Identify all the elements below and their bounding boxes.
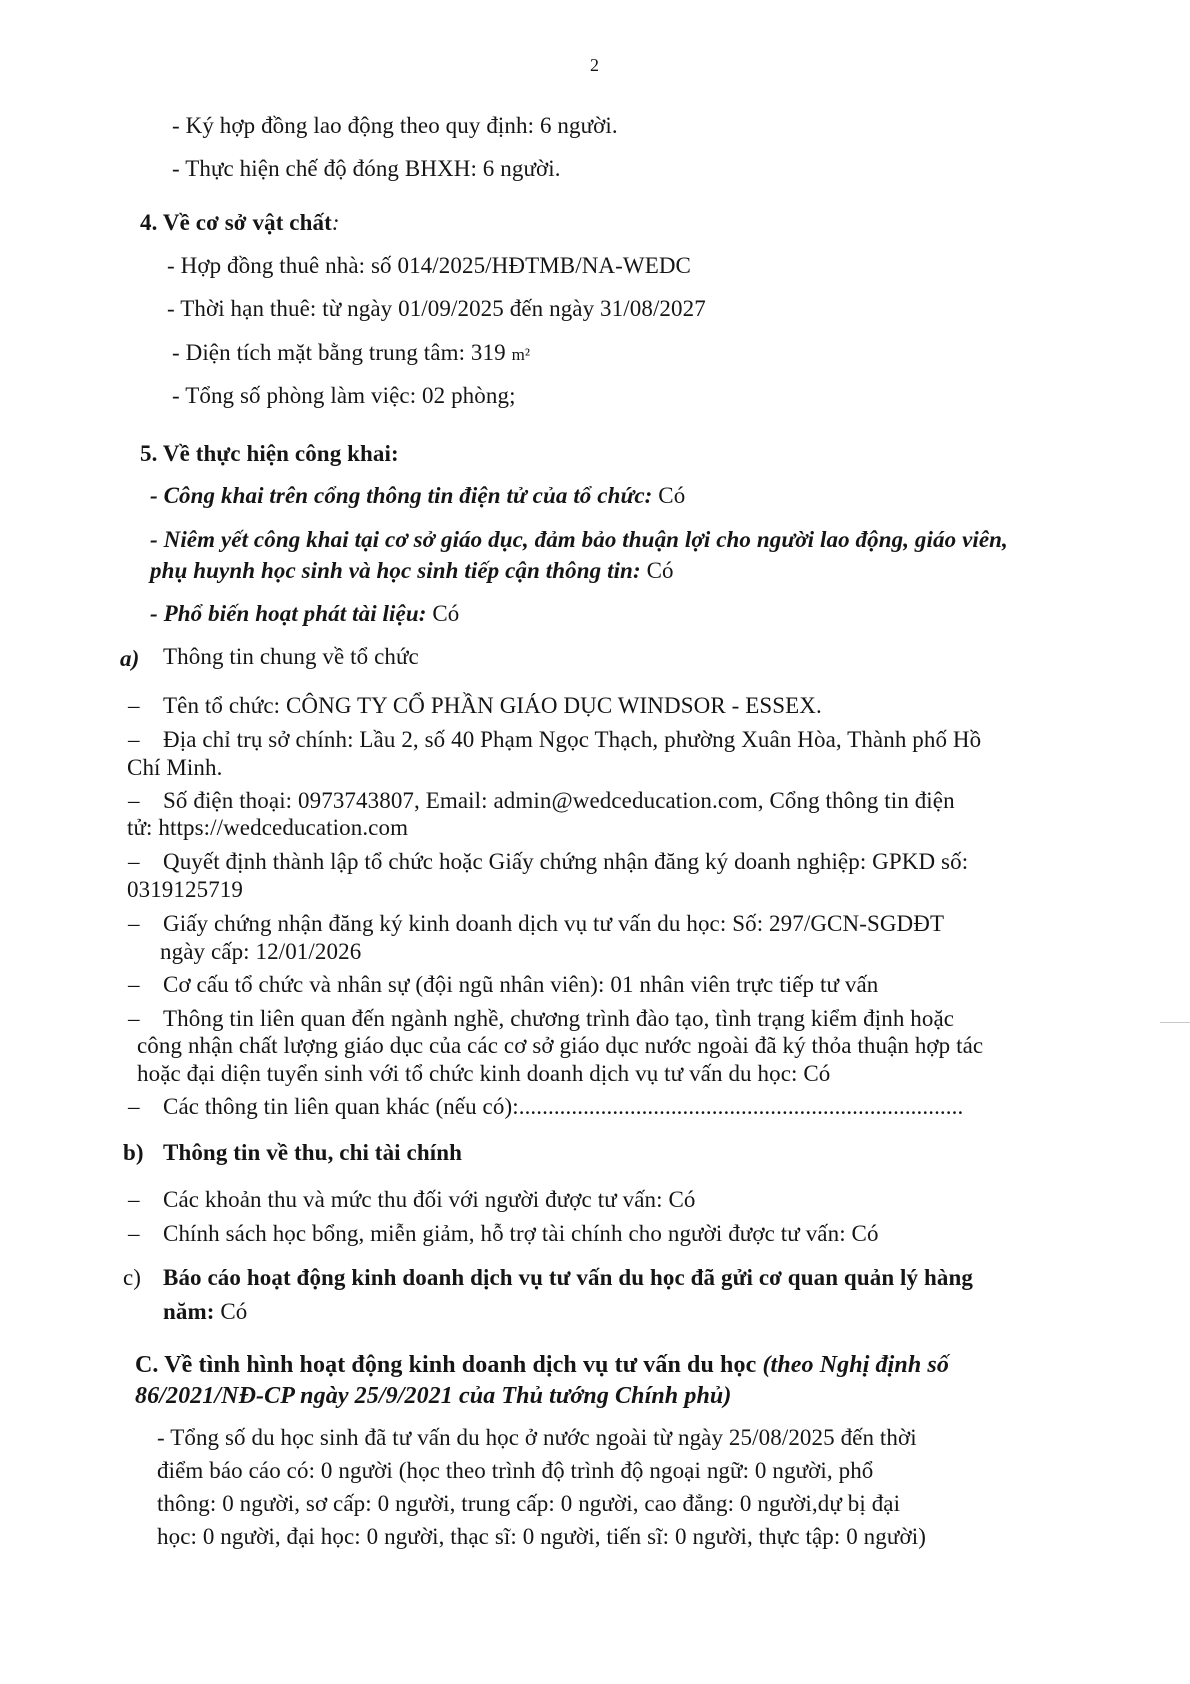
disclosure-posted-line-1: - Niêm yết công khai tại cơ sở giáo dục, đảm bảo thuận lợi cho người lao động, giáo viên, (150, 527, 1008, 552)
staff-insurance-line: - Thực hiện chế độ đóng BHXH: 6 người. (172, 156, 561, 181)
section-a-title: Thông tin chung về tổ chức (163, 644, 419, 669)
dash-name: – (128, 693, 140, 718)
dash-certificate: – (128, 911, 140, 936)
dash-decision: – (128, 849, 140, 874)
page-number: 2 (590, 55, 599, 75)
facilities-term-line: - Thời hạn thuê: từ ngày 01/09/2025 đến ngày 31/08/2027 (167, 296, 706, 321)
dash-info: – (128, 1006, 140, 1031)
section-a-marker: a) (120, 646, 140, 671)
dash-scholarship: – (128, 1221, 140, 1246)
staff-contract-line: - Ký hợp đồng lao động theo quy định: 6 người. (172, 113, 618, 138)
section-C-body-line-3: thông: 0 người, sơ cấp: 0 người, trung cấp: 0 người, cao đẳng: 0 người,dự bị đại (157, 1491, 901, 1516)
disclosure-posted-label: phụ huynh học sinh và học sinh tiếp cận thông tin: (150, 558, 641, 583)
facilities-heading (140, 209, 340, 237)
org-address-line-2: Chí Minh. (127, 755, 223, 780)
facilities-area-text: - Diện tích mặt bằng trung tâm: 319 (172, 340, 512, 365)
section-C-reference-2: 86/2021/NĐ-CP ngày 25/9/2021 của Thủ tướng Chính phủ) (135, 1383, 732, 1409)
dash-address: – (128, 727, 140, 752)
section-b-title: Thông tin về thu, chi tài chính (163, 1140, 462, 1165)
section-b-marker: b) (123, 1140, 144, 1165)
section-c-title-1: Báo cáo hoạt động kinh doanh dịch vụ tư vấn du học đã gửi cơ quan quản lý hàng (163, 1265, 973, 1290)
section-C-body-line-2: điểm báo cáo có: 0 người (học theo trình độ trình độ ngoại ngữ: 0 người, phổ (157, 1458, 874, 1483)
scholarship-line: Chính sách học bổng, miễn giảm, hỗ trợ tài chính cho người được tư vấn: Có (163, 1221, 879, 1246)
facilities-heading-colon: : (331, 210, 340, 235)
disclosure-docs-label: - Phổ biến hoạt phát tài liệu: (150, 601, 427, 626)
org-structure-line: Cơ cấu tổ chức và nhân sự (đội ngũ nhân viên): 01 nhân viên trực tiếp tư vấn (163, 972, 879, 997)
disclosure-docs-value: Có (426, 601, 460, 626)
org-contact-line-1: Số điện thoại: 0973743807, Email: admin@wedceducation.com, Cổng thông tin điện (163, 788, 955, 813)
disclosure-portal-label: - Công khai trên cổng thông tin điện tử của tổ chức: (150, 483, 653, 508)
facilities-area-unit: m² (511, 345, 531, 364)
org-contact-line-2: tử: https://wedceducation.com (127, 815, 409, 840)
facilities-heading-number: 4. (140, 210, 158, 235)
facilities-rooms-line: - Tổng số phòng làm việc: 02 phòng; (172, 383, 516, 408)
facilities-heading-text: Về cơ sở vật chất (162, 210, 332, 235)
org-info-line-1: Thông tin liên quan đến ngành nghề, chương trình đào tạo, tình trạng kiểm định hoặc (163, 1006, 955, 1031)
section-C-heading: C. Về tình hình hoạt động kinh doanh dịch vụ tư vấn du học (135, 1352, 763, 1378)
org-info-line-3: hoặc đại diện tuyển sinh với tổ chức kinh doanh dịch vụ tư vấn du học: Có (137, 1061, 831, 1086)
section-C-body-line-4: học: 0 người, đại học: 0 người, thạc sĩ: 0 người, tiến sĩ: 0 người, thực tập: 0 người) (157, 1524, 926, 1549)
org-certificate-line-1: Giấy chứng nhận đăng ký kinh doanh dịch vụ tư vấn du học: Số: 297/GCN-SGDĐT (163, 911, 945, 936)
disclosure-posted-line-2 (150, 557, 674, 585)
section-C-reference-1: (theo Nghị định số (762, 1352, 949, 1378)
facilities-area-line (172, 339, 530, 369)
org-decision-line-1: Quyết định thành lập tổ chức hoặc Giấy chứng nhận đăng ký doanh nghiệp: GPKD số: (163, 849, 969, 874)
section-c-title-2: năm: (163, 1299, 215, 1324)
section-c-title-2-line (163, 1298, 247, 1326)
org-address-line-1: Địa chỉ trụ sở chính: Lầu 2, số 40 Phạm Ngọc Thạch, phường Xuân Hòa, Thành phố Hồ (163, 727, 982, 752)
org-decision-line-2: 0319125719 (127, 877, 243, 902)
dash-contact: – (128, 788, 140, 813)
section-c-value: Có (214, 1299, 248, 1324)
disclosure-posted-value: Có (640, 558, 674, 583)
org-name-line: Tên tổ chức: CÔNG TY CỔ PHẦN GIÁO DỤC WINDSOR - ESSEX. (163, 693, 822, 718)
disclosure-portal-line (150, 482, 685, 510)
dash-structure: – (128, 972, 140, 997)
fees-line: Các khoản thu và mức thu đối với người được tư vấn: Có (163, 1187, 696, 1212)
org-other-line: Các thông tin liên quan khác (nếu có):............................................................................ (163, 1094, 964, 1119)
section-C-heading-line-1 (135, 1351, 949, 1379)
dash-other: – (128, 1094, 140, 1119)
facilities-lease-line: - Hợp đồng thuê nhà: số 014/2025/HĐTMB/NA-WEDC (167, 253, 691, 278)
disclosure-heading: 5. Về thực hiện công khai: (140, 441, 399, 466)
dash-fees: – (128, 1187, 140, 1212)
org-info-line-2: công nhận chất lượng giáo dục của các cơ sở giáo dục nước ngoài đã ký thỏa thuận hợp tác (137, 1033, 984, 1058)
disclosure-docs-line (150, 600, 459, 628)
section-C-body-line-1: - Tổng số du học sinh đã tư vấn du học ở nước ngoài từ ngày 25/08/2025 đến thời (157, 1425, 917, 1450)
disclosure-portal-value: Có (652, 483, 686, 508)
org-certificate-line-2: ngày cấp: 12/01/2026 (160, 939, 362, 964)
section-c-marker: c) (123, 1265, 142, 1290)
scan-edge-mark (1160, 1022, 1190, 1023)
